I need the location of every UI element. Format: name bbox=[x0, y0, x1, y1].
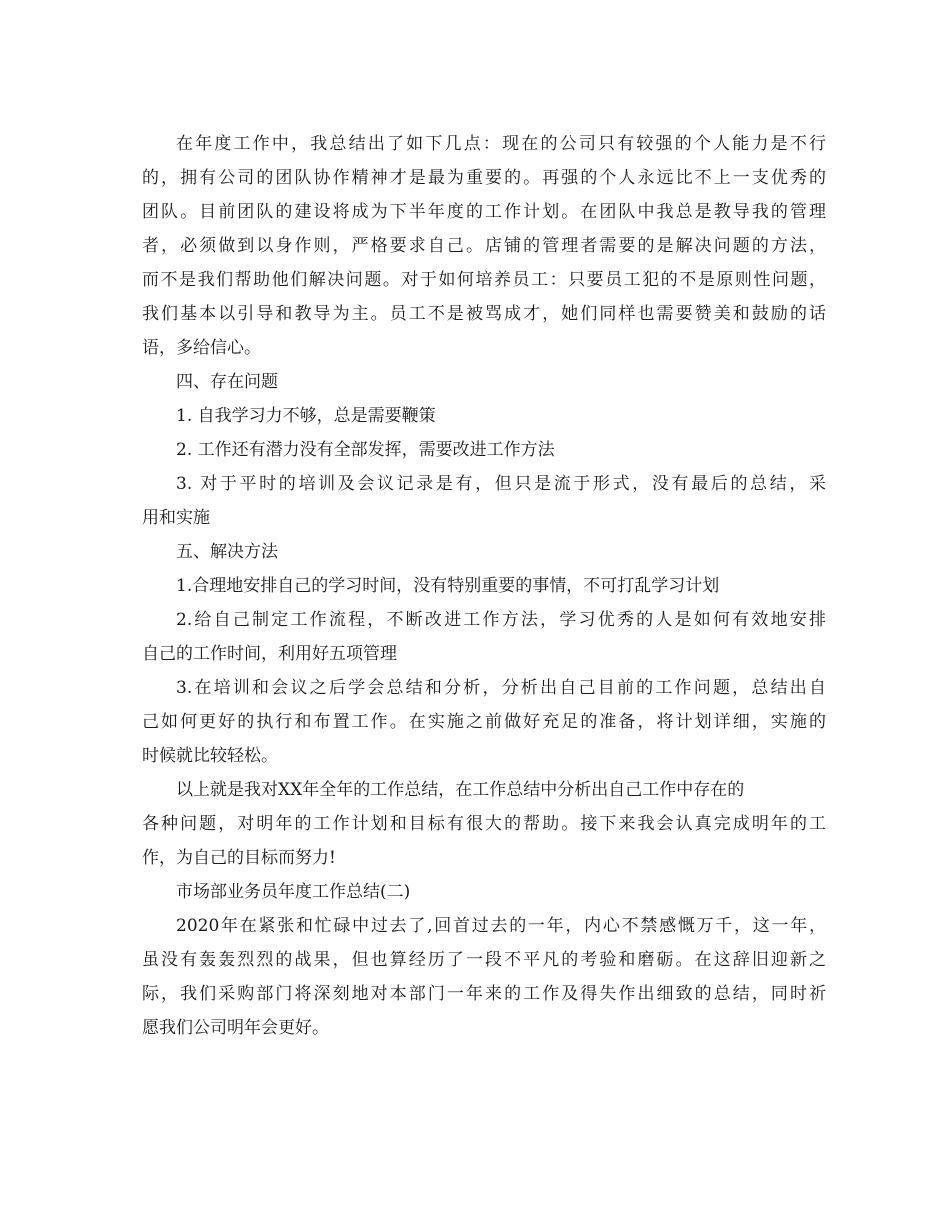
list-item: 2. 工作还有潜力没有全部发挥，需要改进工作方法 bbox=[176, 440, 555, 460]
paragraph-line: 团队。目前团队的建设将成为下半年度的工作计划。在团队中我总是教导我的管理 bbox=[142, 202, 826, 222]
paragraph-line: 作，为自己的目标而努力! bbox=[142, 848, 336, 868]
list-item-continuation: 时候就比较轻松。 bbox=[142, 746, 278, 766]
section-heading: 四、存在问题 bbox=[176, 372, 278, 392]
list-item-continuation: 己如何更好的执行和布置工作。在实施之前做好充足的准备，将计划详细，实施的 bbox=[142, 712, 826, 732]
list-item: 3.在培训和会议之后学会总结和分析，分析出自己目前的工作问题，总结出自 bbox=[176, 678, 826, 698]
list-item-continuation: 自己的工作时间，利用好五项管理 bbox=[142, 644, 397, 664]
list-item-continuation: 用和实施 bbox=[142, 508, 210, 528]
list-item: 2.给自己制定工作流程，不断改进工作方法，学习优秀的人是如何有效地安排 bbox=[176, 610, 826, 630]
paragraph-line: 愿我们公司明年会更好。 bbox=[142, 1018, 329, 1038]
paragraph-line: 际，我们采购部门将深刻地对本部门一年来的工作及得失作出细致的总结，同时祈 bbox=[142, 984, 826, 1004]
list-item: 1. 自我学习力不够，总是需要鞭策 bbox=[176, 406, 436, 426]
paragraph-line: 的，拥有公司的团队协作精神才是最为重要的。再强的个人永远比不上一支优秀的 bbox=[142, 168, 826, 188]
paragraph-line: 虽没有轰轰烈烈的战果，但也算经历了一段不平凡的考验和磨砺。在这辞旧迎新之 bbox=[142, 950, 826, 970]
list-item: 1.合理地安排自己的学习时间，没有特别重要的事情，不可打乱学习计划 bbox=[176, 576, 720, 596]
section-heading: 五、解决方法 bbox=[176, 542, 278, 562]
paragraph-line: 2020年在紧张和忙碌中过去了,回首过去的一年，内心不禁感慨万千，这一年， bbox=[176, 916, 826, 936]
paragraph-line: 者，必须做到以身作则，严格要求自己。店铺的管理者需要的是解决问题的方法， bbox=[142, 236, 826, 256]
document-subtitle: 市场部业务员年度工作总结(二) bbox=[176, 882, 411, 902]
paragraph-line: 我们基本以引导和教导为主。员工不是被骂成才，她们同样也需要赞美和鼓励的话 bbox=[142, 304, 826, 324]
list-item: 3. 对于平时的培训及会议记录是有，但只是流于形式，没有最后的总结，采 bbox=[176, 474, 826, 494]
document-body bbox=[142, 127, 826, 1045]
paragraph-line: 各种问题，对明年的工作计划和目标有很大的帮助。接下来我会认真完成明年的工 bbox=[142, 814, 826, 834]
paragraph-line: 语，多给信心。 bbox=[142, 338, 261, 358]
paragraph-line: 而不是我们帮助他们解决问题。对于如何培养员工：只要员工犯的不是原则性问题， bbox=[142, 270, 826, 290]
paragraph-line: 以上就是我对XX年全年的工作总结，在工作总结中分析出自己工作中存在的 bbox=[176, 780, 745, 800]
paragraph-line: 在年度工作中，我总结出了如下几点：现在的公司只有较强的个人能力是不行 bbox=[176, 134, 826, 154]
